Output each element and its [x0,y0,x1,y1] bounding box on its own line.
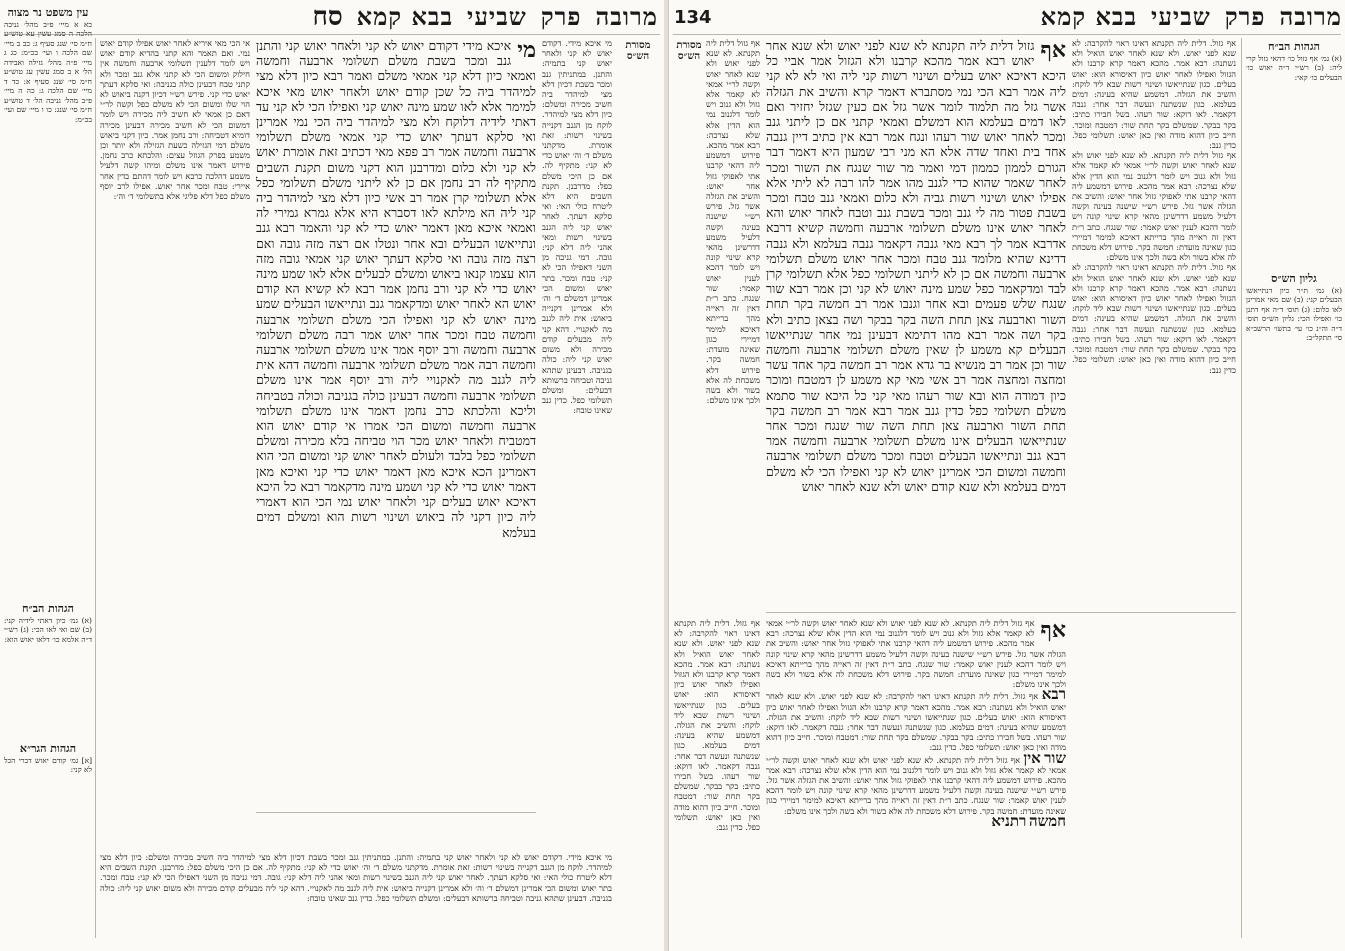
header-chapter-name: מרובה [1279,2,1342,31]
ein-mishpat-column [4,4,92,584]
header-chapter-num: שביעי [1151,2,1211,31]
gilyon-label: גליון הש״ס [1271,272,1317,285]
lower-word-shor: שור [1044,748,1066,767]
header-rule [4,34,660,35]
left-gloss-text: (א) גמ׳ כיון דאתי לידיה קני: (ב) שם ואי לאו הכי: (ג) רש״י ד״ה אלמא כו׳ דלאו יאוש הוא: [4,615,92,644]
right-page [668,0,1345,951]
left-gloss-column [4,600,92,730]
gemara-text: איכא מידי דקודם יאוש לא קני ולאחר יאוש קני והתנן גנב ומכר בשבת משלם תשלומי ארבעה וחמשה ואמאי כיון דלא קני אמאי משלם ואמר רבא כיון דלא מצי למיהדר ביה כל שכן קודם יאוש ולאחר יאוש מאי איכא למימר אלא לאו שמע מינה יאוש קני ואפילו הכי לא קני עד דאתי לידיה דלוקח ולא מצי למיהדר ביה הכי נמי אמרינן ואי סלקא דעתך יאוש כדי קני אמאי משלם תשלומי ארבעה וחמשה אמר רב פפא מאי דכתיב זאת אומרת יאוש לא קני ולא כלום ומדרבנן הוא דקני משום תקנת השבים מתקיף לה רב נחמן אם כן לא ליתני משלם תשלומי כפל אלא תשלומי קרן אמר רב אשי כיון דלא מצי למיהדר ביה קני ליה הא מילתא לאו דסברא היא אלא גמרא גמירי לה ואמאי איכא מאן דאמר יאוש כדי לא קני והאמר רבא גנב ונתייאשו הבעלים ובא אחר ונטלו אם רצה מזה גובה ואם רצה מזה גובה ואי סלקא דעתך יאוש קני אמאי גובה מזה הוא עצמו קנאו ביאוש ומשלם לבעלים אלא לאו שמע מינה יאוש כדי לא קני ורב נחמן אמר רבא לא קשיא הא קודם יאוש הא לאחר יאוש ומדקאמר גנב ונתייאשו הבעלים שמע מינה יאוש לא קני ואפילו הכי משלם תשלומי ארבעה וחמשה טבח ומכר אחר יאוש אמר רבה משלם תשלומי ארבעה וחמשה ורב יוסף אמר אינו משלם תשלומי ארבעה וחמשה רבה אמר משלם תשלומי ארבעה וחמשה דהא אית ליה לגנב מה לאקנויי ליה ורב יוסף אמר אינו משלם תשלומי ארבעה וחמשה דבעינן כולה בגניבה וכולה בטביחה וליכא והלכתא כרב נחמן דאמר אינו משלם תשלומי ארבעה וחמשה ומשום הכי אמרו אי קודם יאוש הוא דמטביח ולאחר יאוש מכר הוי טביחה בלא מכירה ומשלם תשלומי כפל בלבד ולעולם לאחר יאוש קני ומשום הכי הוא דאמרינן הכא איכא מאן דאמר יאוש כדי קני ואיכא מאן דאמר יאוש כדי לא קני ושמע מינה מדקאמר רבא כל היכא דאיכא יאוש בעלים קני ולאחר יאוש נמי הכי הוא דאמרי ליה כיון דקני לה ביאוש ושינוי רשות הוא ומשלם דמים בעלמא [256,38,536,540]
header-perek: פרק [540,2,582,31]
left-page-header [6,2,658,32]
right-gloss-text: (א) גמ׳ אף גזול כו׳ דהאי גזול קרי ליה: (ב) רש״י ד״ה יאוש כו׳ הבעלים כו׳ קאי: [1246,53,1342,82]
gilyon-text: (א) גמ׳ ת״ר כיון דנתייאשו הבעלים קני: (ב) שם מאי אמרינן לאו כלום: (ג) תוס׳ ד״ה אף דתנן כו׳ ואפילו הכי: גליון הש״ס תוס׳ ד״ה וה״נ כו׳ עי׳ בתשו׳ הרשב״א סי׳ תתקל״ב: [1246,285,1342,342]
gra-text: [א] גמ׳ קודם יאוש דברי הכל לא קני: [4,755,92,774]
ein-mishpat-label: עין משפט נר מצוה [7,6,89,19]
tosafot-column [706,38,760,608]
lower-word-detanya: רתניא [991,811,1027,830]
lower-word-chamisha: חמשה [1028,811,1066,830]
lower-word-ein: אין [1023,748,1041,767]
tosafot-text: אי הכי מאי איריא לאחר יאוש אפילו קודם יאוש נמי. ואם תאמר והא קתני בהדיא קודם יאוש ויש לומר דלענין תשלומי ארבעה וחמשה אין חילוק ומשום הכי לא קתני אלא גנב ומכר ולא קתני טבח דבעינן כולה בגניבה: ואי סלקא דעתך יאוש כדי קני. פירש רש״י דכיון דקנה ביאוש לא הוי שלו ומשום הכי לא משלם כפל וקשה לר״י דאם כן אמאי לא חשיב ליה מכירה ויש לומר דמשום הכי לא חשיב מכירה דבעינן מכירה דומיא דטביחה: ורב נחמן אמר. כיון דקני ביאוש משלם דמי הגזילה כשעת הגזילה ולא יותר וכן משמע בפרק הגוזל עצים: והלכתא כרב נחמן. פירוש דאמר אינו משלם ומיהו קשה דלעיל משמע דהלכה כרבא ויש לומר דהתם בדין אחר איירי: טבח ומכר אחר יאוש. אפילו לרב יוסף משלם כפל דלא פליגי אלא בתשלומי ד׳ וה׳: [100,38,250,202]
header-perek: פרק [1224,2,1266,31]
gemara-column [766,38,1066,608]
lower-commentary-text: אף גזול דלית ליה תקנתא. לא שנא לפני יאוש ולא שנא לאחר יאוש וקשה לר״י אמאי לא קאמר אלא גזול ולא גנוב ויש לומר דלגנוב נמי הוא הדין אלא שלא נצרכה: רבא אמר מהכא. פירוש דמשמע ליה דהאי קרבנו אתי לאפוקי גזול אחר יאוש: והשיב את הגזלה אשר גזל. פירש רש״י שישנה בעינה וקשה דלעיל משמע דדרשינן מהאי קרא שינוי קונה ויש לומר דהכא לענין יאוש קאמר: שור שנגח. כתב ר״ת דאין זה ראייה מהך ברייתא דאיכא למימר דמיירי כגון שאינה מועדת: חמשה בקר. פירוש דלא משכחת לה אלא בשור ולא בשה ולכך אינו משלם: [766,618,1066,690]
header-rule [673,34,1341,35]
lower-commentary-text-2: אף גזול. דלית ליה תקנתא דאינו ראוי להקרבה: לא שנא לפני יאוש. ולא שנא לאחר יאוש הואיל ולא נשתנה: רבא אמר. מהכא דאמר קרא קרבנו ולא הגזול ואפילו לאחר יאוש כיון דאיסורא הוא: יאוש בעלים. כגון שנתייאשו ושינוי רשות שבא ליד לוקח: והשיב את הגזלה. דמשמע שהיא בעינה: דמים בעלמא. כגון שנשתנה ונעשה דבר אחר: גנבה דקאמר. לאו דוקא: שור רעהו. בשל חבירו כתיב: בקר בבקר. שמשלם בקר תחת שור: דמטבח ומוכר. חייב כיון דהוא מודה ואין כאן יאוש: תשלומי כפל. כדין גנב: [766,691,1066,753]
lower-rule [766,612,1236,613]
masoret-label: מסורת הש״ס [676,40,702,62]
ein-mishpat-text: כא א מיי׳ פ״ב מהל׳ גניבה הלכה ה סמג עשין עא טוש״ע ח״מ סי׳ שנג סעיף ג: כב ב מיי׳ שם הלכה ו ועי׳ בכ״מ: כג ג מיי׳ פ״ה מהל׳ גזילה ואבידה הל׳ א ב סמג עשין עג טוש״ע ח״מ סי׳ שנג סעיף א: כד ד מיי׳ שם הלכה ג: כה ה מיי׳ פ״ב מהל׳ גניבה הל׳ ד טוש״ע ח״מ סי׳ שנג: כו ו מיי׳ שם ועי׳ בכ״מ: [4,19,92,124]
lower-commentary-text-3: אף גזול דלית ליה תקנתא. לא שנא לפני יאוש ולא שנא לאחר יאוש וקשה לר״י אמאי לא קאמר אלא גזול ולא גנוב ויש לומר דלגנוב נמי הוא הדין אלא שלא נצרכה: רבא אמר מהכא. פירוש דמשמע ליה דהאי קרבנו אתי לאפוקי גזול אחר יאוש: והשיב את הגזלה אשר גזל. פירש רש״י שישנה בעינה וקשה דלעיל משמע דדרשינן מהאי קרא שינוי קונה ויש לומר דהכא לענין יאוש קאמר: שור שנגח. כתב ר״ת דאין זה ראייה מהך ברייתא דאיכא למימר דמיירי כגון שאינה מועדת: חמשה בקר. פירוש דלא משכחת לה אלא בשור ולא בשה ולכך אינו משלם: [766,754,1066,816]
margin-rule [95,38,96,938]
lower-tosafot [674,618,760,944]
gemara-opening-word: מי [517,38,536,63]
right-gloss-label: הגהות הב״ח [1268,40,1320,53]
bottom-commentary-text: מי איכא מידי. דקודם יאוש לא קני ולאחר יאוש קני בתמיה: והתנן. במתניתין גנב ומכר בשבת דכיון דלא מצי למיהדר ביה חשיב מכירה ומשלם: כיון דלא מצי למיהדר. לוקח מן הגנב דקנייה בשינוי רשות: זאת אומרת. מדקתני משלם ד׳ וה׳ יאוש כדי לא קני: מתקיף לה. אם כן היכי משלם כפל: מדרבנן. תקנת השבים היא דלא ליטרח כולי האי: ואי סלקא דעתך. לאחר יאוש קני ליה הגנב בשינוי רשות ומאי אהני ליה דלא קני: גובה. דמי גניבה מן השני דאפילו הכי לא קני: טבח ומכר. בתר יאוש ומשום הכי אמרינן דמשלם ד׳ וה׳ ולא אמרינן דקנייה ביאוש: אית ליה לגנב מה לאקנויי. דהא קני ליה מבעלים קודם מכירה ולא משום יאוש קני ליה: כולה בגניבה. דבעינן שתהא גניבה וטביחה ברשותא דבעלים: ומשלם תשלומי כפל. כדין גנב שאינו טובח: [100,852,612,903]
header-folio: סח [312,2,343,32]
right-gloss-column [1246,38,1342,258]
lower-commentary [766,618,1066,944]
gra-label: הגהות הגר״א [19,742,77,755]
gilyon-column [1246,270,1342,390]
lower-opening-word: אף [1040,618,1066,643]
page-number: 134 [674,6,712,28]
left-gloss-label: הגהות הב״ח [22,602,74,615]
lower-tosafot-text: אף גזול. דלית ליה תקנתא דאינו ראוי להקרבה: לא שנא לפני יאוש. ולא שנא לאחר יאוש הואיל ולא נשתנה: רבא אמר. מהכא דאמר קרא קרבנו ולא הגזול ואפילו לאחר יאוש כיון דאיסורא הוא: יאוש בעלים. כגון שנתייאשו ושינוי רשות שבא ליד לוקח: והשיב את הגזלה. דמשמע שהיא בעינה: דמים בעלמא. כגון שנשתנה ונעשה דבר אחר: גנבה דקאמר. לאו דוקא: שור רעהו. בשל חבירו כתיב: בקר בבקר. שמשלם בקר תחת שור: דמטבח ומוכר. חייב כיון דהוא מודה ואין כאן יאוש: תשלומי כפל. כדין גנב: [674,618,760,833]
tosafot-column [100,38,250,848]
gemara-opening-word: אף [1040,38,1066,63]
bottom-rule [256,812,536,813]
gra-column [4,740,92,820]
right-page-header [674,2,1342,32]
rashi-text-extra: אף גזול. דלית ליה תקנתא דאינו ראוי להקרבה: לא שנא לפני יאוש. ולא שנא לאחר יאוש הואיל ולא נשתנה: רבא אמר. מהכא דאמר קרא קרבנו ולא הגזול ואפילו לאחר יאוש כיון דאיסורא הוא: יאוש בעלים. כגון שנתייאשו ושינוי רשות שבא ליד לוקח: והשיב את הגזלה. דמשמע שהיא בעינה: דמים בעלמא. כגון שנשתנה ונעשה דבר אחר: גנבה דקאמר. לאו דוקא: שור רעהו. בשל חבירו כתיב: בקר בבקר. שמשלם בקר תחת שור: דמטבח ומוכר. חייב כיון דהוא מודה ואין כאן יאוש: תשלומי כפל. כדין גנב: [1072,262,1236,375]
header-tractate: בבא קמא [1040,2,1138,31]
gemara-column [256,38,536,808]
left-page [0,0,665,951]
rashi-column [1072,38,1236,938]
tosafot-text: אף גזול דלית ליה תקנתא. לא שנא לפני יאוש ולא שנא לאחר יאוש וקשה לר״י אמאי לא קאמר אלא גזול ולא גנוב ויש לומר דלגנוב נמי הוא הדין אלא שלא נצרכה: רבא אמר מהכא. פירוש דמשמע ליה דהאי קרבנו אתי לאפוקי גזול אחר יאוש: והשיב את הגזלה אשר גזל. פירש רש״י שישנה בעינה וקשה דלעיל משמע דדרשינן מהאי קרא שינוי קונה ויש לומר דהכא לענין יאוש קאמר: שור שנגח. כתב ר״ת דאין זה ראייה מהך ברייתא דאיכא למימר דמיירי כגון שאינה מועדת: חמשה בקר. פירוש דלא משכחת לה אלא בשור ולא בשה ולכך אינו משלם: [706,38,760,406]
bottom-commentary [100,852,612,946]
margin-rule [1241,38,1242,938]
rashi-text: מי איכא מידי. דקודם יאוש לא קני ולאחר יאוש קני בתמיה: והתנן. במתניתין גנב ומכר בשבת דכיון דלא מצי למיהדר ביה חשיב מכירה ומשלם: כיון דלא מצי למיהדר. לוקח מן הגנב דקנייה בשינוי רשות: זאת אומרת. מדקתני משלם ד׳ וה׳ יאוש כדי לא קני: מתקיף לה. אם כן היכי משלם כפל: מדרבנן. תקנת השבים היא דלא ליטרח כולי האי: ואי סלקא דעתך. לאחר יאוש קני ליה הגנב בשינוי רשות ומאי אהני ליה דלא קני: גובה. דמי גניבה מן השני דאפילו הכי לא קני: טבח ומכר. בתר יאוש ומשום הכי אמרינן דמשלם ד׳ וה׳ ולא אמרינן דקנייה ביאוש: אית ליה לגנב מה לאקנויי. דהא קני ליה מבעלים קודם מכירה ולא משום יאוש קני ליה: כולה בגניבה. דבעינן שתהא גניבה וטביחה ברשותא דבעלים: ומשלם תשלומי כפל. כדין גנב שאינו טובח: [542,38,612,416]
rashi-text-continued: אף גזול דלית ליה תקנתא. לא שנא לפני יאוש ולא שנא לאחר יאוש וקשה לר״י אמאי לא קאמר אלא גזול ולא גנוב ויש לומר דלגנוב נמי הוא הדין אלא שלא נצרכה: רבא אמר מהכא. פירוש דמשמע ליה דהאי קרבנו אתי לאפוקי גזול אחר יאוש: והשיב את הגזלה אשר גזל. פירש רש״י שישנה בעינה וקשה דלעיל משמע דדרשינן מהאי קרא שינוי קונה ויש לומר דהכא לענין יאוש קאמר: שור שנגח. כתב ר״ת דאין זה ראייה מהך ברייתא דאיכא למימר דמיירי כגון שאינה מועדת: חמשה בקר. פירוש דלא משכחת לה אלא בשור ולא בשה ולכך אינו משלם: [1072,150,1236,263]
header-tractate: בבא קמא [356,2,454,31]
rashi-text: אף גזול. דלית ליה תקנתא דאינו ראוי להקרבה: לא שנא לפני יאוש. ולא שנא לאחר יאוש הואיל ולא נשתנה: רבא אמר. מהכא דאמר קרא קרבנו ולא הגזול ואפילו לאחר יאוש כיון דאיסורא הוא: יאוש בעלים. כגון שנתייאשו ושינוי רשות שבא ליד לוקח: והשיב את הגזלה. דמשמע שהיא בעינה: דמים בעלמא. כגון שנשתנה ונעשה דבר אחר: גנבה דקאמר. לאו דוקא: שור רעהו. בשל חבירו כתיב: בקר בבקר. שמשלם בקר תחת שור: דמטבח ומוכר. חייב כיון דהוא מודה ואין כאן יאוש: תשלומי כפל. כדין גנב: [1072,38,1236,151]
header-chapter-name: מרובה [595,2,658,31]
gemara-text: גזול דלית ליה תקנתא לא שנא לפני יאוש ולא שנא אחר יאוש רבא אמר מהכא קרבנו ולא הגזול אמר אביי כל היכא דאיכא יאוש בעלים ושינוי רשות קני ליה ואי לא לא קני ליה אמר רבא הכי נמי מסתברא דאמר קרא והשיב את הגזלה אשר גזל מה תלמוד לומר אשר גזל אם כעין שגזל יחזיר ואם לאו דמים בעלמא הוא דמשלם ואמאי קתני אם כן ליתני גנב ומכר לאחר יאוש שור רעהו ונגח אמר רבא אין כתיב דיין גנבה אחד בית ואחד שדה אלא הא מני רבי שמעון היא דאמר דבר הגורם לממון כממון דמי ואמר מר שור שנגח את השור ומכר לאחר שאמר שהוא כדי לגנב מהו אמר להו רבה לא ליתי אלא אפילו יאוש ושינוי רשות גביה ולא כלום ואמאי גנב טבח ומכר בשבת פטור מה לי גנב ומכר בשבת גנב וטבח לאחר יאוש והא לאחר יאוש אינו משלם תשלומי ארבעה וחמשה קשיא דרבא אדרבא אמר לך רבא מאי גנבה דקאמר גנבה בעלמא ולא גנבה דדינא שהיא מלומד גנב טבח ומכר אחר יאוש משלם תשלומי ארבעה וחמשה אם כן לא ליתני תשלומי כפל אלא תשלומי קרן לבד ומדקאמר כפל שמע מינה יאוש לא קני וכן אמר רבא שור שנגח שלש פעמים ובא אחר וגנבו אמר רב חמשה בקר תחת השור וארבעה צאן תחת השה בקר בבקר ושה בצאן כתיב ולא בקר ושה אמר רבא מהו דתימא דבעינן נמי אחר שנתייאשו הבעלים קא משמע לן שאין משלם תשלומי ארבעה וחמשה שור וכן אמר רב מנשיא בר גדא אמר רב חמשה בקר אחד עשר ומחצה ומחצה אמר רב אשי מאי קא משמע לן דמטבח ומוכר כיון דמודה הוא ובא שור רעהו מאי קני כל היכא שור סתמא משלם תשלומי כפל כדין גנב אמר רבא אמר רב חמשה בקר תחת השור וארבעה צאן תחת השה שור שנגח ומכר אחר שנתייאשו הבעלים אינו משלם תשלומי ארבעה וחמשה אמר רבא גנב ונתייאשו הבעלים וטבח ומכר משלם תשלומי ארבעה וחמשה ומשום הכי אמרינן יאוש לא קני ואפילו הכי לא משלם דמים בעלמא ולא שנא קודם יאוש ולא שנא לאחר יאוש [766,38,1066,494]
masoret-label: מסורת הש״ס [625,40,651,62]
lower-word-rava: רבא [1041,685,1066,704]
rashi-column [542,38,612,848]
header-chapter-num: שביעי [467,2,527,31]
